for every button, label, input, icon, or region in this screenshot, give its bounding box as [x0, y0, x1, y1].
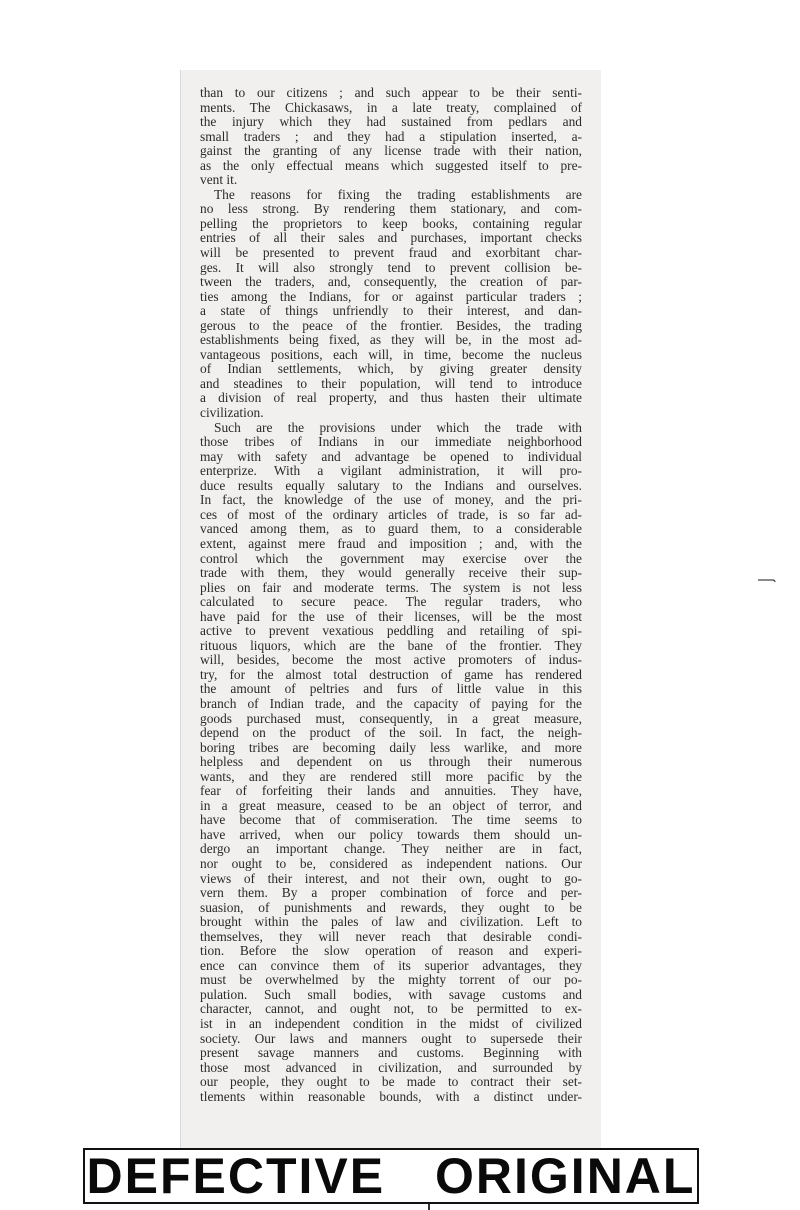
text-line: will be presented to prevent fraud and exorbitant char-	[200, 246, 582, 261]
text-line: dergo an important change. They neither are in fact,	[200, 842, 582, 857]
text-line: plies on fair and moderate terms. The system is not less	[200, 580, 582, 595]
text-line: gainst the granting of any license trade with their nation,	[200, 144, 582, 159]
text-line: those tribes of Indians in our immediate neighborhood	[200, 435, 582, 450]
text-line: a division of real property, and thus hasten their ultimate	[200, 391, 582, 406]
text-line: have become that of commiseration. The time seems to	[200, 813, 582, 828]
text-line: pelling the proprietors to keep books, containing regular	[200, 216, 582, 231]
margin-mark	[757, 577, 777, 583]
bottom-tick-mark	[428, 1204, 430, 1210]
text-line: trade with them, they would generally receive their sup-	[200, 566, 582, 581]
text-line: vern them. By a proper combination of force and per-	[200, 886, 582, 901]
text-line: ence can convince them of its superior advantages, they	[200, 958, 582, 973]
text-line: society. Our laws and manners ought to supersede their	[200, 1031, 582, 1046]
text-line: branch of Indian trade, and the capacity of paying for the	[200, 696, 582, 711]
text-line: helpless and dependent on us through their numerous	[200, 755, 582, 770]
text-line: The reasons for fixing the trading establishments are	[214, 187, 582, 202]
text-line: wants, and they are rendered still more pacific by the	[200, 769, 582, 784]
text-line: extent, against mere fraud and imposition ; and, with the	[200, 536, 582, 551]
text-line: of Indian settlements, which, by giving greater density	[200, 362, 582, 377]
text-line: Such are the provisions under which the trade with	[214, 420, 582, 435]
text-line: ces of most of the ordinary articles of trade, is so far ad-	[200, 507, 582, 522]
text-line: present savage manners and customs. Beginning with	[200, 1046, 582, 1061]
text-line: establishments being fixed, as they will be, in the most ad-	[200, 333, 582, 348]
text-line: entries of all their sales and purchases, important checks	[200, 231, 582, 246]
text-line: control which the government may exercise over the	[200, 551, 582, 566]
text-line: in a great measure, ceased to be an object of terror, and	[200, 798, 582, 813]
text-line: gerous to the peace of the frontier. Besides, the trading	[200, 318, 582, 333]
text-line: goods purchased must, consequently, in a great measure,	[200, 711, 582, 726]
text-line: ist in an independent condition in the midst of civilized	[200, 1017, 582, 1031]
text-line: must be overwhelmed by the mighty torrent of our po-	[200, 973, 582, 988]
text-line: views of their interest, and not their own, ought to go-	[200, 871, 582, 886]
text-line: enterprize. With a vigilant administration, it will pro-	[200, 464, 582, 479]
text-line: have paid for the use of their licenses, will be the most	[200, 609, 582, 624]
text-column	[200, 86, 582, 1136]
text-line: suasion, of punishments and rewards, they ought to be	[200, 900, 582, 915]
text-line: the amount of peltries and furs of little value in this	[200, 682, 582, 697]
text-line: civilization.	[200, 406, 264, 421]
text-line: pulation. Such small bodies, with savage customs and	[200, 987, 582, 1002]
text-line: a state of things unfriendly to their interest, and dan-	[200, 304, 582, 319]
text-line: ments. The Chickasaws, in a late treaty, complained of	[200, 100, 582, 115]
text-line: tlements within reasonable bounds, with a distinct under-	[200, 1089, 582, 1104]
text-line: duce results equally salutary to the Indians and ourselves.	[200, 478, 582, 493]
text-line: may with safety and advantage be opened to individual	[200, 449, 582, 464]
text-line: small traders ; and they had a stipulation inserted, a-	[200, 129, 582, 144]
text-line: nor ought to be, considered as independent nations. Our	[200, 856, 582, 871]
defective-original-stamp	[83, 1148, 699, 1204]
text-line: no less strong. By rendering them stationary, and com-	[200, 202, 582, 217]
text-line: those most advanced in civilization, and surrounded by	[200, 1060, 582, 1075]
text-line: our people, they ought to be made to contract their set-	[200, 1075, 582, 1090]
text-line: vantageous positions, each will, in time, become the nucleus	[200, 347, 582, 362]
text-line: fear of forfeiting their lands and annuities. They have,	[200, 784, 582, 799]
text-line: In fact, the knowledge of the use of money, and the pri-	[200, 493, 582, 508]
text-line: depend on the product of the soil. In fact, the neigh-	[200, 726, 582, 741]
text-line: themselves, they will never reach that desirable condi-	[200, 929, 582, 944]
text-line: character, cannot, and ought not, to be permitted to ex-	[200, 1002, 582, 1017]
text-line: and steadines to their population, will tend to introduce	[200, 376, 582, 391]
text-line: active to prevent vexatious peddling and retailing of spi-	[200, 624, 582, 639]
text-line: rituous liquors, which are the bane of the frontier. They	[200, 638, 582, 653]
text-line: than to our citizens ; and such appear to be their senti-	[200, 86, 582, 100]
text-line: ties among the Indians, for or against particular traders ;	[200, 289, 582, 304]
text-line: have arrived, when our policy towards them should un-	[200, 827, 582, 842]
text-line: brought within the pales of law and civilization. Left to	[200, 915, 582, 930]
text-line: boring tribes are becoming daily less warlike, and more	[200, 740, 582, 755]
text-line: as the only effectual means which suggested itself to pre-	[200, 158, 582, 173]
text-line: ges. It will also strongly tend to prevent collision be-	[200, 260, 582, 275]
text-line: try, for the almost total destruction of game has rendered	[200, 667, 582, 682]
text-line: vent it.	[200, 173, 238, 188]
stamp-label: DEFECTIVE ORIGINAL	[86, 1148, 696, 1204]
text-line: vanced among them, as to guard them, to a considerable	[200, 522, 582, 537]
text-line: calculated to secure peace. The regular traders, who	[200, 595, 582, 610]
text-line: the injury which they had sustained from pedlars and	[200, 115, 582, 130]
text-line: tween the traders, and, consequently, the creation of par-	[200, 275, 582, 290]
text-line: tion. Before the slow operation of reason and experi-	[200, 944, 582, 959]
text-line: will, besides, become the most active promoters of indus-	[200, 653, 582, 668]
